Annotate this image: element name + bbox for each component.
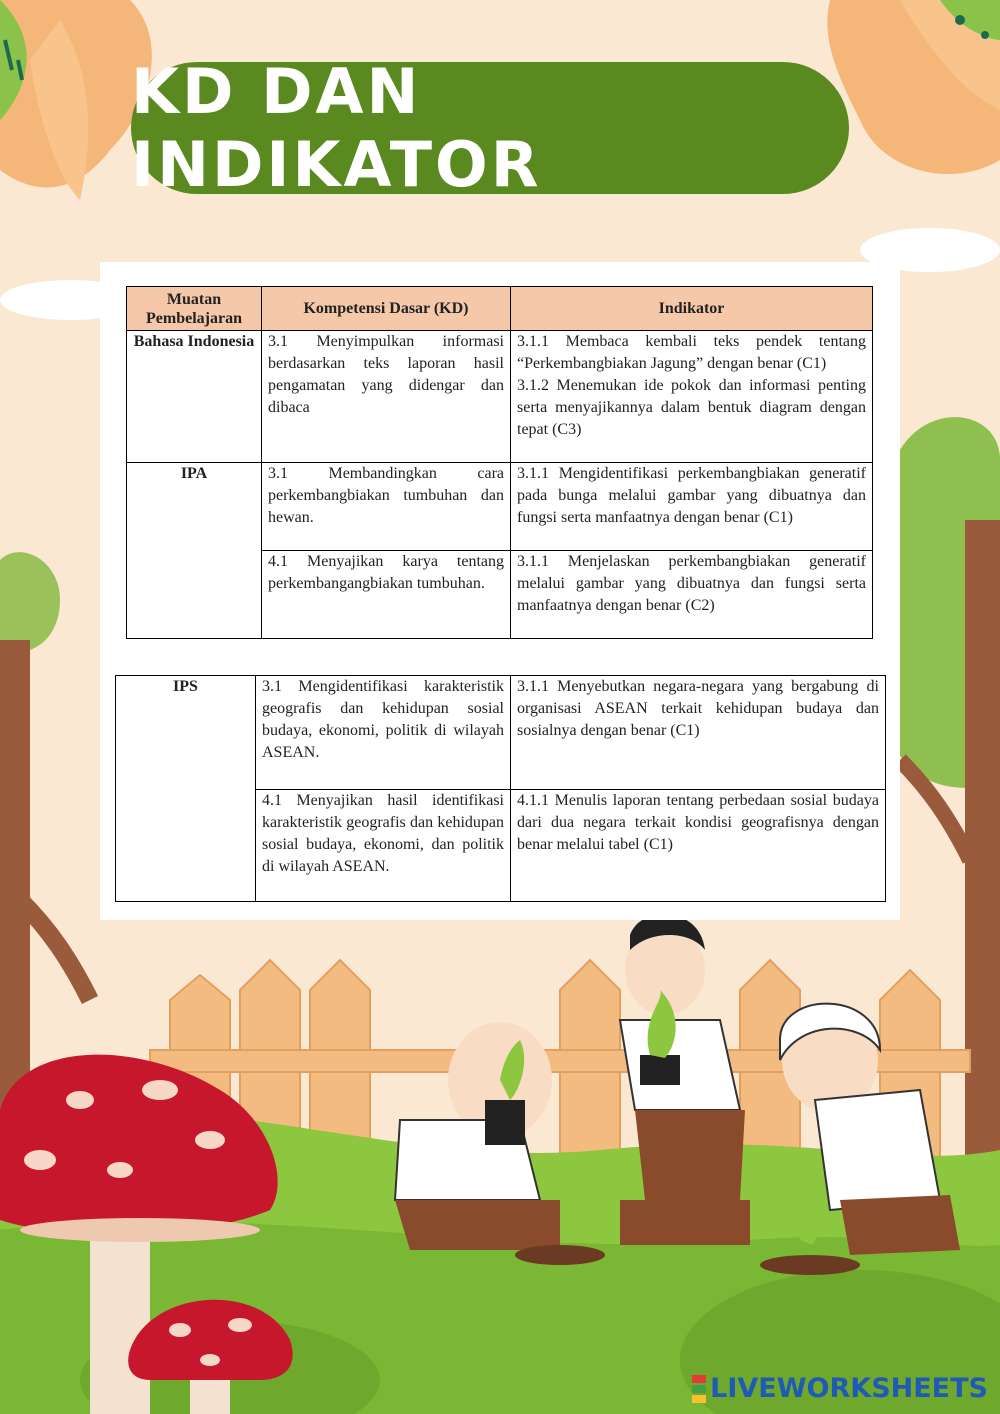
indikator-text: 3.1.1 Menyebutkan negara-negara yang bergabung di organisasi ASEAN terkait kehidupan budaya dan sosialnya dengan benar (C1)	[517, 678, 879, 739]
table-header-row	[127, 287, 873, 331]
indikator-cell	[511, 463, 873, 551]
indikator-text: 3.1.1 Menjelaskan perkembangbiakan generatif melalui gambar yang dibuatnya dan fungsi serta manfaatnya dengan benar (C2)	[517, 553, 866, 614]
indikator-cell	[511, 790, 886, 902]
subject-cell: Bahasa Indonesia	[127, 331, 262, 463]
kd-cell: 3.1 Mengidentifikasi karakteristik geografis dan kehidupan sosial budaya, ekonomi, politik di wilayah ASEAN.	[256, 676, 511, 790]
header-muatan: Muatan Pembelajaran	[127, 287, 262, 331]
liveworksheets-logo-icon	[692, 1374, 706, 1404]
liveworksheets-brand[interactable]	[692, 1373, 988, 1404]
indikator-cell	[511, 331, 873, 463]
subject-cell: IPA	[127, 463, 262, 639]
table-card	[100, 262, 900, 920]
indikator-text: 4.1.1 Menulis laporan tentang perbedaan sosial budaya dari dua negara terkait kondisi geografisnya dengan benar melalui tabel (C1)	[517, 792, 879, 853]
kd-cell: 4.1 Menyajikan hasil identifikasi karakteristik geografis dan kehidupan sosial budaya, ekonomi, dan politik di wilayah ASEAN.	[256, 790, 511, 902]
indikator-text: 3.1.1 Mengidentifikasi perkembangbiakan generatif pada bunga melalui gambar yang dibuatnya dan fungsi serta manfaatnya dengan benar (C1)	[517, 465, 866, 526]
brand-text: LIVEWORKSHEETS	[710, 1373, 988, 1404]
indikator-text: 3.1.2 Menemukan ide pokok dan informasi penting serta menyajikannya dalam bentuk diagram dengan tepat (C3)	[517, 377, 866, 438]
table-row	[127, 463, 873, 551]
header-indikator: Indikator	[511, 287, 873, 331]
header-kd: Kompetensi Dasar (KD)	[262, 287, 511, 331]
subject-cell: IPS	[116, 676, 256, 902]
kd-cell: 4.1 Menyajikan karya tentang perkembangangbiakan tumbuhan.	[262, 551, 511, 639]
page-title: KD DAN INDIKATOR	[131, 55, 542, 201]
kd-cell: 3.1 Menyimpulkan informasi berdasarkan teks laporan hasil pengamatan yang didengar dan dibaca	[262, 331, 511, 463]
indikator-cell	[511, 551, 873, 639]
kd-cell: 3.1 Membandingkan cara perkembangbiakan tumbuhan dan hewan.	[262, 463, 511, 551]
indikator-text: 3.1.1 Membaca kembali teks pendek tentang “Perkembangbiakan Jagung” dengan benar (C1)	[517, 333, 866, 372]
kd-indikator-table	[126, 286, 873, 639]
table-row	[116, 676, 886, 790]
title-banner	[131, 55, 849, 201]
table-row	[127, 331, 873, 463]
indikator-cell	[511, 676, 886, 790]
kd-indikator-table-continued	[115, 675, 886, 902]
